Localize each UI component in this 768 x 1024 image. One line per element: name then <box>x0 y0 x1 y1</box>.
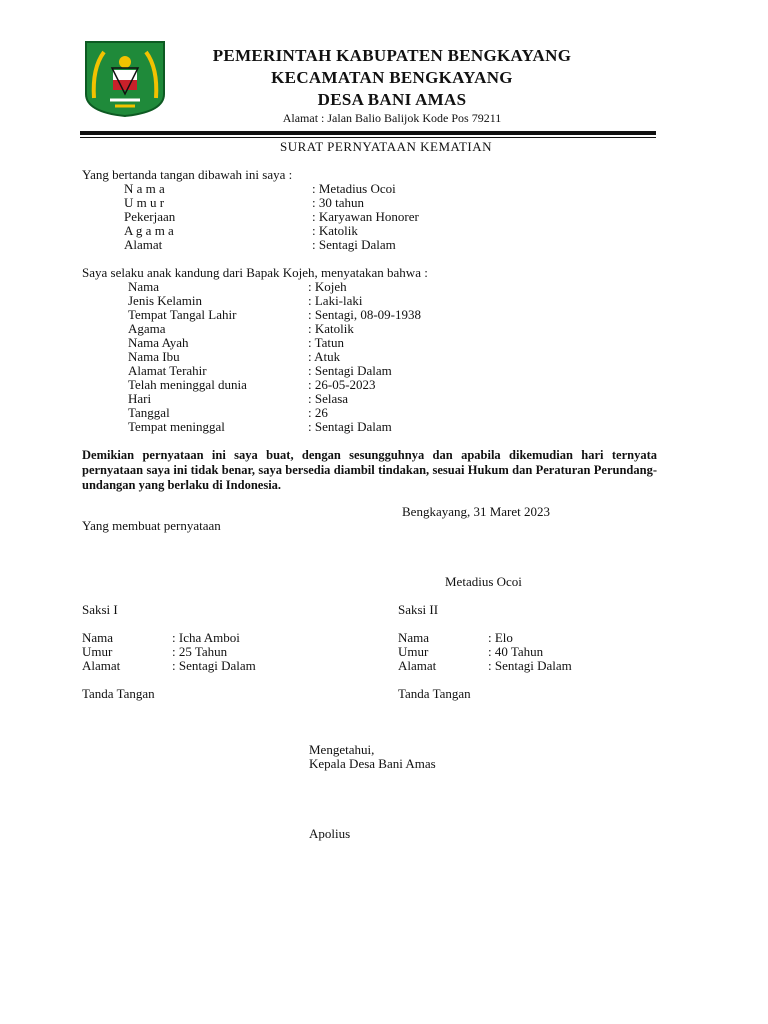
deceased-label: Agama <box>128 321 166 336</box>
signer-value: : Karyawan Honorer <box>312 209 419 224</box>
deceased-label: Alamat Terahir <box>128 363 207 378</box>
deceased-label: Tempat meninggal <box>128 419 225 434</box>
statement-paragraph: Demikian pernyataan ini saya buat, dengan sesungguhnya dan apabila dikemudian hari ternyata pernyataan saya ini tidak benar, saya bersedia diambil tindakan, sesuai Hukum dan Peraturan Perundang-undangan yang berlaku di Indonesia. <box>82 448 657 492</box>
deceased-label: Telah meninggal dunia <box>128 377 247 392</box>
witness1-title: Saksi I <box>82 602 118 617</box>
maker-label: Yang membuat pernyataan <box>82 518 221 533</box>
deceased-label: Nama Ayah <box>128 335 189 350</box>
header-line-3: DESA BANI AMAS <box>317 90 467 109</box>
acknowledge-line-2: Kepala Desa Bani Amas <box>309 756 436 771</box>
witness1-row <box>82 645 362 659</box>
deceased-row <box>128 308 448 322</box>
deceased-value: : 26 <box>308 405 328 420</box>
signer-label: Pekerjaan <box>124 209 176 224</box>
signer-value: : Sentagi Dalam <box>312 237 396 252</box>
signer-label: N a m a <box>124 181 165 196</box>
signer-value: : 30 tahun <box>312 195 364 210</box>
witness1-label: Nama <box>82 630 114 645</box>
deceased-value: : Selasa <box>308 391 349 406</box>
witness1-value: : Icha Amboi <box>172 630 240 645</box>
witness2-row <box>398 645 658 659</box>
witness2-value: : Sentagi Dalam <box>488 658 572 673</box>
deceased-value: : Sentagi Dalam <box>308 419 392 434</box>
deceased-value: : Kojeh <box>308 279 347 294</box>
village-head-name: Apolius <box>309 826 351 841</box>
maker-name: Metadius Ocoi <box>445 574 522 589</box>
witness1-signature-label: Tanda Tangan <box>82 686 155 701</box>
header-line-1: PEMERINTAH KABUPATEN BENGKAYANG <box>212 46 572 65</box>
deceased-label: Nama Ibu <box>128 349 180 364</box>
witness2-value: : 40 Tahun <box>488 644 544 659</box>
deceased-row <box>128 420 448 434</box>
witness2-label: Alamat <box>398 658 437 673</box>
deceased-label: Nama <box>128 279 160 294</box>
witness1-label: Umur <box>82 644 113 659</box>
witness1-value: : 25 Tahun <box>172 644 228 659</box>
deceased-row <box>128 378 448 392</box>
header-rule-thick <box>80 131 656 135</box>
deceased-value: : Laki-laki <box>308 293 363 308</box>
deceased-row <box>128 406 448 420</box>
deceased-row <box>128 280 448 294</box>
deceased-value: : Atuk <box>308 349 341 364</box>
deceased-row <box>128 392 448 406</box>
signer-row <box>124 210 444 224</box>
signer-row <box>124 196 444 210</box>
deceased-label: Tempat Tangal Lahir <box>128 307 237 322</box>
deceased-row <box>128 336 448 350</box>
witness2-row <box>398 631 658 645</box>
deceased-row <box>128 322 448 336</box>
signer-row <box>124 224 444 238</box>
witness2-value: : Elo <box>488 630 513 645</box>
deceased-value: : Katolik <box>308 321 354 336</box>
header-rule-thin <box>80 137 656 138</box>
deceased-value: : Sentagi Dalam <box>308 363 392 378</box>
witness1-row <box>82 631 362 645</box>
witness2-title: Saksi II <box>398 602 439 617</box>
signer-value: : Katolik <box>312 223 358 238</box>
signer-label: U m u r <box>124 195 165 210</box>
deceased-value: : Tatun <box>308 335 345 350</box>
signer-label: A g a m a <box>124 223 174 238</box>
header-line-2: KECAMATAN BENGKAYANG <box>271 68 513 87</box>
place-date: Bengkayang, 31 Maret 2023 <box>402 504 551 519</box>
regency-emblem-icon <box>82 38 168 118</box>
deceased-intro: Saya selaku anak kandung dari Bapak Kojeh, menyatakan bahwa : <box>82 265 428 280</box>
deceased-row <box>128 364 448 378</box>
deceased-row <box>128 350 448 364</box>
witness1-row <box>82 659 362 673</box>
acknowledge-line-1: Mengetahui, <box>309 742 375 757</box>
signer-row <box>124 182 444 196</box>
witness2-signature-label: Tanda Tangan <box>398 686 471 701</box>
deceased-label: Jenis Kelamin <box>128 293 203 308</box>
signer-value: : Metadius Ocoi <box>312 181 396 196</box>
deceased-label: Hari <box>128 391 152 406</box>
witness1-value: : Sentagi Dalam <box>172 658 256 673</box>
witness1-label: Alamat <box>82 658 121 673</box>
header-address: Alamat : Jalan Balio Balijok Kode Pos 79211 <box>282 111 502 125</box>
witness2-row <box>398 659 658 673</box>
deceased-label: Tanggal <box>128 405 170 420</box>
deceased-value: : 26-05-2023 <box>308 377 376 392</box>
witness2-label: Nama <box>398 630 430 645</box>
signer-row <box>124 238 444 252</box>
signer-intro: Yang bertanda tangan dibawah ini saya : <box>82 167 293 182</box>
signer-label: Alamat <box>124 237 163 252</box>
deceased-row <box>128 294 448 308</box>
witness2-label: Umur <box>398 644 429 659</box>
document-title: SURAT PERNYATAAN KEMATIAN <box>279 139 492 154</box>
deceased-value: : Sentagi, 08-09-1938 <box>308 307 422 322</box>
